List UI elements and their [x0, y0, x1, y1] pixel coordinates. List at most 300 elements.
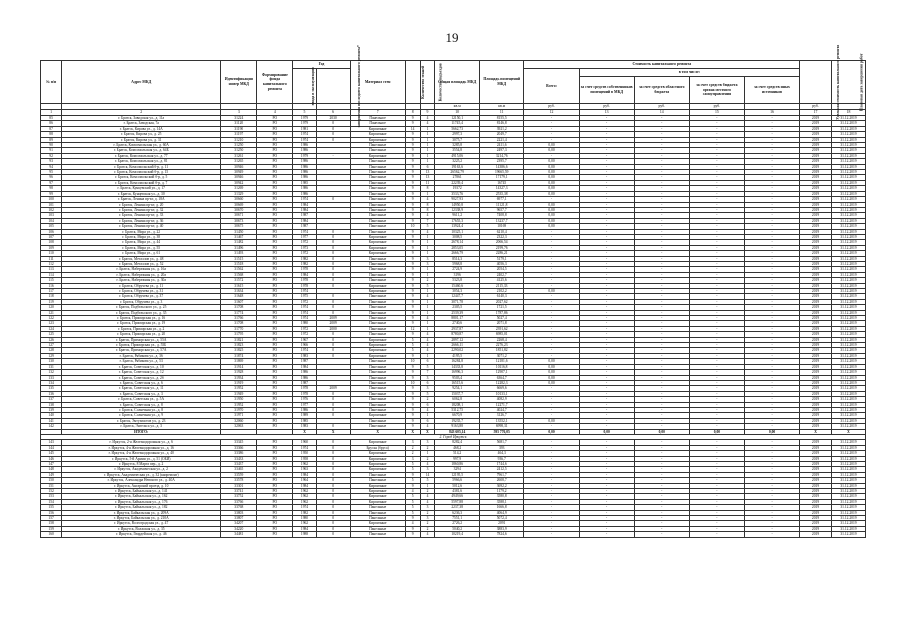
table-cell: -	[744, 294, 799, 299]
table-cell: 2019	[800, 153, 832, 158]
address-cell: г. Иркутск, Волгоградская ул., д. 47	[62, 521, 221, 526]
table-cell: Панельные	[350, 364, 405, 369]
address-cell: г. Братск, Комсомольский б-р, д. 7	[62, 180, 221, 185]
table-cell: 2411,6	[479, 143, 524, 148]
column-number: 16	[744, 110, 799, 116]
table-cell: -	[524, 516, 579, 521]
table-cell: -	[524, 116, 579, 121]
table-cell: Кирпичные	[350, 337, 405, 342]
table-cell: 1962	[293, 521, 316, 526]
table-cell: 2019	[800, 348, 832, 353]
table-cell: 118	[41, 294, 62, 299]
table-cell: -	[744, 121, 799, 126]
table-cell: -	[689, 472, 744, 477]
table-cell: Панельные	[350, 424, 405, 429]
table-cell: 1983	[293, 353, 316, 358]
table-cell: 111	[41, 256, 62, 261]
table-cell: 2	[420, 278, 435, 283]
table-cell: 100	[41, 197, 62, 202]
table-cell: -	[689, 148, 744, 153]
table-cell: 2019	[800, 359, 832, 364]
table-cell: 1	[420, 451, 435, 456]
table-cell: -	[579, 289, 634, 294]
table-cell: 2019	[800, 175, 832, 180]
table-cell: -	[744, 180, 799, 185]
table-cell: 1974	[293, 289, 316, 294]
table-cell: 2402,7	[479, 272, 524, 277]
table-row	[41, 532, 866, 537]
table-cell: -	[579, 126, 634, 131]
table-cell: 9	[405, 278, 420, 283]
table-cell: 1	[420, 251, 435, 256]
table-cell: -	[634, 407, 689, 412]
table-cell: 1	[420, 240, 435, 245]
total-cell: X	[350, 429, 405, 434]
table-cell: -	[579, 418, 634, 423]
table-cell: 1721,5	[479, 305, 524, 310]
header-premises-area: Площадь помещений МКД	[479, 61, 524, 104]
table-cell: Кирпичные	[350, 126, 405, 131]
table-cell: -	[524, 261, 579, 266]
table-cell: 0,00	[524, 186, 579, 191]
table-cell: РО	[257, 418, 293, 423]
table-cell: 3196	[435, 272, 480, 277]
table-cell: 9	[405, 121, 420, 126]
table-cell: -	[689, 456, 744, 461]
table-cell: -	[634, 483, 689, 488]
table-cell: -	[689, 370, 744, 375]
table-cell: РО	[257, 256, 293, 261]
table-cell: Панельные	[350, 326, 405, 331]
column-number: 8	[405, 110, 420, 116]
table-cell: 4056,3	[479, 261, 524, 266]
table-cell: 5179,1	[479, 256, 524, 261]
table-cell: 0	[316, 407, 350, 412]
table-cell: 31774	[221, 310, 257, 315]
table-cell: 9	[405, 283, 420, 288]
table-cell: -	[689, 397, 744, 402]
table-cell: -	[579, 261, 634, 266]
table-cell: 31.12.2019	[831, 164, 865, 169]
table-cell: 31.12.2019	[831, 175, 865, 180]
table-cell: -	[524, 121, 579, 126]
table-cell: 3214,76	[479, 153, 524, 158]
table-cell: 6	[420, 359, 435, 364]
table-cell: 0	[316, 245, 350, 250]
table-cell: -	[744, 326, 799, 331]
table-cell: 31568	[221, 272, 257, 277]
table-cell: 2019	[800, 170, 832, 175]
table-cell: -	[689, 218, 744, 223]
table-cell: -	[634, 467, 689, 472]
table-cell: -	[579, 337, 634, 342]
table-cell: -	[634, 294, 689, 299]
table-cell: 30660	[221, 197, 257, 202]
table-cell: 34481	[221, 532, 257, 537]
table-cell: РО	[257, 229, 293, 234]
table-cell: 2	[420, 397, 435, 402]
address-cell: г. Иркутск, Александра Невского ул., д. 40А	[62, 478, 221, 483]
table-cell: -	[634, 191, 689, 196]
table-cell: 19235,7	[435, 418, 480, 423]
table-cell: 2019	[800, 159, 832, 164]
table-cell: РО	[257, 386, 293, 391]
table-cell: 3	[420, 505, 435, 510]
table-cell: 31.12.2019	[831, 418, 865, 423]
table-cell: РО	[257, 370, 293, 375]
table-cell: -	[689, 261, 744, 266]
table-cell: -	[634, 462, 689, 467]
table-cell: -	[634, 413, 689, 418]
table-cell: 2019	[800, 440, 832, 445]
table-cell: 33766	[221, 499, 257, 504]
table-cell: -	[744, 364, 799, 369]
table-cell: 2608,7	[479, 478, 524, 483]
table-cell: 31.12.2019	[831, 170, 865, 175]
table-cell: 0	[316, 126, 350, 131]
address-cell: г. Иркутск, Академическая ул., д. 2	[62, 467, 221, 472]
table-cell: 136	[41, 391, 62, 396]
table-cell: 142	[41, 424, 62, 429]
table-cell: 2019	[800, 424, 832, 429]
table-cell: Кирпичные	[350, 451, 405, 456]
table-cell: -	[524, 402, 579, 407]
table-cell: -	[744, 143, 799, 148]
total-cell: X	[405, 429, 420, 434]
table-cell: РО	[257, 359, 293, 364]
table-cell: 9	[405, 197, 420, 202]
table-cell: 5	[420, 478, 435, 483]
table-cell: Кирпичные	[350, 343, 405, 348]
table-cell: Панельные	[350, 402, 405, 407]
table-cell: -	[634, 153, 689, 158]
table-cell: -	[744, 283, 799, 288]
table-cell: 9	[405, 397, 420, 402]
table-cell: -	[524, 494, 579, 499]
table-cell: 140	[41, 413, 62, 418]
table-cell: 32060	[221, 418, 257, 423]
table-cell: РО	[257, 402, 293, 407]
table-cell: РО	[257, 407, 293, 412]
table-cell: Панельные	[350, 148, 405, 153]
table-cell: 9027,93	[435, 197, 480, 202]
table-cell: 5968,8	[435, 261, 480, 266]
table-cell: 4	[420, 462, 435, 467]
table-cell: 31.12.2019	[831, 218, 865, 223]
table-cell: 31269	[221, 186, 257, 191]
table-cell: 31.12.2019	[831, 483, 865, 488]
table-cell: -	[689, 418, 744, 423]
table-cell: 2019	[800, 353, 832, 358]
table-cell: 96	[41, 175, 62, 180]
table-cell: РО	[257, 251, 293, 256]
table-cell: 2019	[800, 213, 832, 218]
table-cell: -	[744, 116, 799, 121]
table-cell: 3294	[435, 467, 480, 472]
table-cell: -	[689, 386, 744, 391]
table-cell: 93	[41, 159, 62, 164]
table-cell: 31.12.2019	[831, 213, 865, 218]
table-cell: 2019	[800, 143, 832, 148]
table-cell: 11	[420, 180, 435, 185]
table-cell: 1980	[293, 321, 316, 326]
table-cell: -	[524, 234, 579, 239]
table-cell: -	[524, 521, 579, 526]
table-cell: 31572	[221, 278, 257, 283]
table-cell: 0	[316, 424, 350, 429]
address-cell: г. Братск, Обручева ул., д. 3	[62, 299, 221, 304]
table-cell: 5	[405, 467, 420, 472]
table-cell: 121	[41, 310, 62, 315]
table-cell: 1	[420, 272, 435, 277]
table-cell: -	[579, 305, 634, 310]
table-cell: 5597,88	[435, 499, 480, 504]
table-cell: 0	[316, 278, 350, 283]
table-cell: -	[634, 283, 689, 288]
table-cell: -	[689, 326, 744, 331]
table-cell: 2276,23	[479, 343, 524, 348]
table-cell: 0	[316, 413, 350, 418]
table-cell: 4024,7	[479, 407, 524, 412]
table-cell: 9	[405, 137, 420, 142]
table-cell: 31.12.2019	[831, 532, 865, 537]
table-cell: 393	[479, 445, 524, 450]
table-cell: 1	[420, 413, 435, 418]
table-cell: 2724,9	[435, 267, 480, 272]
table-cell: 22239,4	[435, 180, 480, 185]
table-cell: Кирпичные	[350, 289, 405, 294]
table-cell: -	[524, 245, 579, 250]
table-cell: 3692,2	[479, 483, 524, 488]
table-cell: -	[744, 256, 799, 261]
table-cell: 12195,5	[435, 472, 480, 477]
table-cell: -	[744, 521, 799, 526]
header-unit-cost: Удельная стоимость капитального ремонта	[800, 61, 832, 104]
table-cell: 0	[316, 261, 350, 266]
table-cell: 2	[420, 521, 435, 526]
table-cell: 1978	[293, 386, 316, 391]
table-cell: 33768	[221, 505, 257, 510]
table-cell: РО	[257, 207, 293, 212]
table-cell: Панельные	[350, 299, 405, 304]
table-cell: -	[579, 294, 634, 299]
table-cell: Панельные	[350, 391, 405, 396]
table-cell: 8146,8	[479, 121, 524, 126]
table-cell: 153	[41, 494, 62, 499]
table-cell: -	[634, 364, 689, 369]
table-cell: 2019	[800, 418, 832, 423]
column-number: 18	[831, 110, 865, 116]
table-cell: РО	[257, 472, 293, 477]
table-body-section-1	[41, 116, 866, 430]
table-cell: 0,00	[524, 207, 579, 212]
table-cell: 31.12.2019	[831, 353, 865, 358]
table-cell: 2997,3	[435, 132, 480, 137]
table-cell: 0	[316, 283, 350, 288]
table-cell: 9	[405, 294, 420, 299]
table-cell: -	[524, 332, 579, 337]
table-cell: 8	[420, 186, 435, 191]
table-cell: 9	[405, 245, 420, 250]
table-cell: 0	[316, 499, 350, 504]
table-cell: 1974	[293, 132, 316, 137]
table-cell: 2019	[800, 245, 832, 250]
table-cell: -	[524, 326, 579, 331]
address-cell: г. Братск, Подбельского ул., д. 35	[62, 310, 221, 315]
table-cell: 9	[405, 207, 420, 212]
table-cell: 6210,4	[479, 229, 524, 234]
table-cell: РО	[257, 218, 293, 223]
table-cell: 9	[405, 272, 420, 277]
table-cell: 5	[405, 505, 420, 510]
table-cell: 9	[405, 407, 420, 412]
table-cell: 0,00	[524, 289, 579, 294]
table-cell: 109	[41, 245, 62, 250]
table-cell: 115	[41, 278, 62, 283]
table-cell: 31795	[221, 332, 257, 337]
table-cell: -	[524, 440, 579, 445]
table-cell: 103	[41, 213, 62, 218]
table-cell: 1851,82	[479, 348, 524, 353]
table-cell: Кирпичные	[350, 489, 405, 494]
table-cell: 2019	[800, 456, 832, 461]
table-cell: 126	[41, 337, 62, 342]
table-cell: 5681,7	[479, 440, 524, 445]
table-cell: 31708	[221, 305, 257, 310]
table-cell: -	[744, 207, 799, 212]
table-cell: -	[634, 218, 689, 223]
table-cell: 154	[41, 499, 62, 504]
address-cell: г. Иркутск, Волжская ул., д. 35	[62, 526, 221, 531]
table-cell: -	[524, 229, 579, 234]
table-cell: 13552,1	[479, 418, 524, 423]
table-cell: 7824,6	[479, 532, 524, 537]
table-cell: -	[689, 375, 744, 380]
table-cell: -	[689, 202, 744, 207]
table-cell: 14386,6	[479, 164, 524, 169]
table-cell: 2322,3	[479, 234, 524, 239]
address-cell: г. Братск, Советская ул., д. 5А	[62, 397, 221, 402]
table-cell: -	[579, 159, 634, 164]
column-number: 6	[316, 110, 350, 116]
table-cell: РО	[257, 489, 293, 494]
table-cell: -	[524, 499, 579, 504]
table-cell: 1	[420, 299, 435, 304]
table-cell: 2019	[800, 299, 832, 304]
table-cell: 2030	[316, 116, 350, 121]
table-cell: -	[524, 132, 579, 137]
table-cell: -	[634, 234, 689, 239]
header-id: Идентификация номер МКД	[221, 61, 257, 104]
table-cell: -	[634, 240, 689, 245]
table-cell: -	[689, 445, 744, 450]
table-cell: -	[689, 159, 744, 164]
table-cell: -	[524, 240, 579, 245]
table-cell: -	[744, 305, 799, 310]
total-cell: X	[800, 429, 832, 434]
table-cell: 1972	[293, 251, 316, 256]
table-cell: 1980	[293, 516, 316, 521]
column-number: 2	[62, 110, 221, 116]
address-cell: г. Братск, Комсомольская ул., д. 81	[62, 159, 221, 164]
table-cell: 1986	[293, 186, 316, 191]
table-cell: Панельные	[350, 305, 405, 310]
table-cell: 2054,5	[479, 267, 524, 272]
table-cell: 117	[41, 289, 62, 294]
address-cell: г. Иркутск, Байкальская ул., д. 209А	[62, 510, 221, 515]
table-cell: -	[579, 380, 634, 385]
table-cell: 14333,8	[435, 364, 480, 369]
header-cost-subgroup: в том числе:	[579, 69, 800, 77]
table-cell: 1977	[293, 234, 316, 239]
table-cell: 2019	[800, 310, 832, 315]
address-cell: г. Братск, Советская ул., д. 10	[62, 364, 221, 369]
table-cell: 4	[420, 343, 435, 348]
table-cell: 0	[316, 521, 350, 526]
table-cell: 33366	[221, 445, 257, 450]
table-cell: Кирпичные	[350, 440, 405, 445]
table-cell: 31.12.2019	[831, 343, 865, 348]
table-cell: -	[634, 380, 689, 385]
table-cell: РО	[257, 137, 293, 142]
table-cell: -	[689, 526, 744, 531]
address-cell: г. Иркутск, Байкальская ул., д. 176	[62, 499, 221, 504]
table-cell: 130	[41, 359, 62, 364]
table-cell: 12150,1	[435, 116, 480, 121]
table-cell: 2019	[800, 283, 832, 288]
table-cell: 0,00	[524, 191, 579, 196]
table-cell: 11121,8	[479, 202, 524, 207]
table-cell: 4	[420, 294, 435, 299]
header-local: за счет средств бюджета органа местного самоуправления	[689, 77, 744, 104]
table-cell: 31869	[221, 359, 257, 364]
table-cell: РО	[257, 164, 293, 169]
table-cell: 1978	[293, 391, 316, 396]
table-cell: -	[689, 391, 744, 396]
table-cell: -	[579, 170, 634, 175]
table-cell: 16745	[479, 180, 524, 185]
table-cell: Панельное	[350, 116, 405, 121]
table-cell: 6977,1	[479, 197, 524, 202]
table-cell: Панельные	[350, 229, 405, 234]
table-cell: -	[744, 472, 799, 477]
table-cell: -	[744, 170, 799, 175]
table-cell: 2019	[800, 224, 832, 229]
table-cell: 31.12.2019	[831, 197, 865, 202]
table-cell: 0	[316, 516, 350, 521]
table-cell: -	[579, 326, 634, 331]
table-cell: 19372	[435, 186, 480, 191]
table-cell: 3	[420, 261, 435, 266]
table-cell: -	[524, 272, 579, 277]
table-cell: Панельные	[350, 478, 405, 483]
table-cell: 7961,7	[479, 472, 524, 477]
table-cell: 3580,8	[479, 494, 524, 499]
table-cell: 13924,4	[435, 224, 480, 229]
table-cell: 104	[41, 218, 62, 223]
table-cell: 31120	[221, 121, 257, 126]
table-cell: 4	[420, 348, 435, 353]
table-cell: 9	[405, 413, 420, 418]
table-cell: РО	[257, 170, 293, 175]
table-cell: -	[744, 413, 799, 418]
table-cell: 102	[41, 207, 62, 212]
table-cell: 26562,79	[435, 170, 480, 175]
table-cell: Панельные	[350, 532, 405, 537]
table-cell: 7551,1	[435, 516, 480, 521]
table-cell: 8155,5	[479, 116, 524, 121]
table-cell: 12	[405, 326, 420, 331]
